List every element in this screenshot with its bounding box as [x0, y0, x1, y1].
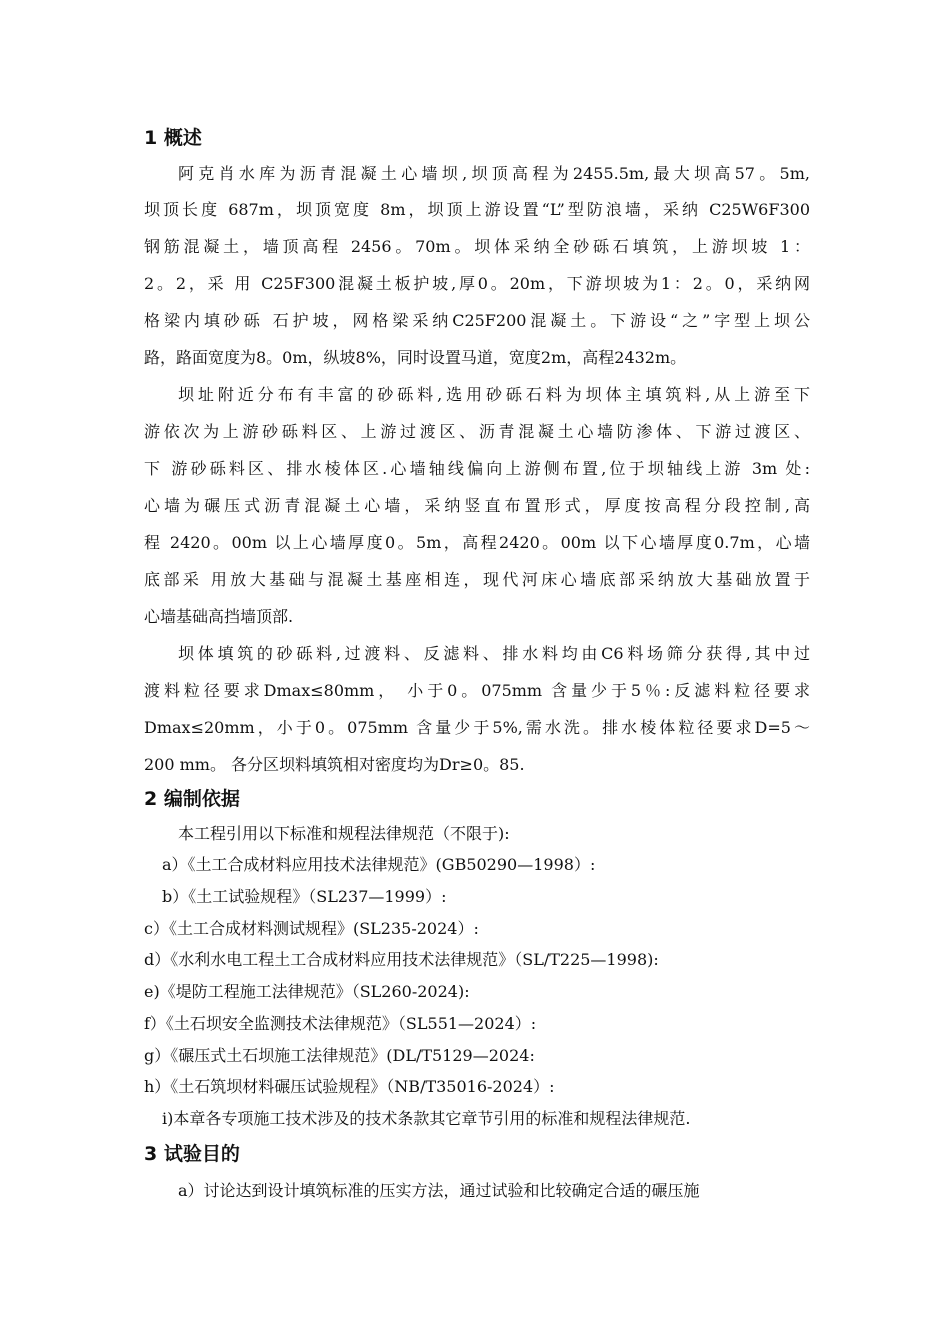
reference-item: h）《土石筑坝材料碾压试验规程》（NB/T35016-2024）:: [144, 1077, 555, 1096]
paragraph-line: 路，路面宽度为8。0m，纵坡8%，同时设置马道，宽度2m，高程2432m。: [144, 348, 687, 367]
paragraph-line: 坝址附近分布有丰富的砂砾料,选用砂砾石料为坝体主填筑料,从上游至下: [178, 385, 810, 404]
reference-item: i)本章各专项施工技术涉及的技术条款其它章节引用的标准和规程法律规范.: [162, 1109, 691, 1128]
paragraph-line: 心墙基础高挡墙顶部.: [144, 607, 294, 626]
reference-item: b）《土工试验规程》（SL237—1999）:: [162, 887, 447, 906]
paragraph-line: 下 游砂砾料区、排水棱体区.心墙轴线偏向上游侧布置,位于坝轴线上游 3m 处:: [144, 459, 810, 478]
reference-item: c）《土工合成材料测试规程》(SL235-2024）:: [144, 919, 479, 938]
paragraph-line: 坝体填筑的砂砾料,过渡料、反滤料、排水料均由C6料场筛分获得,其中过: [178, 644, 810, 663]
paragraph-line: 心墙为碾压式沥青混凝土心墙，采纳竖直布置形式，厚度按高程分段控制,高: [144, 496, 810, 515]
paragraph-line: Dmax≤20mm，小于0。075mm 含量少于5%,需水洗。排水棱体粒径要求D=5～: [144, 718, 810, 737]
paragraph-line: 格梁内填砂砾 石护坡，网格梁采纳C25F200混凝土。下游设“之”字型上坝公: [144, 311, 810, 330]
paragraph-line: 坝顶长度 687m，坝顶宽度 8m，坝顶上游设置“L”型防浪墙，采纳 C25W6F300: [144, 200, 810, 219]
paragraph-line: 钢筋混凝土，墙顶高程 2456。70m。坝体采纳全砂砾石填筑，上游坝坡 1：: [144, 237, 810, 256]
paragraph-line: 2。2，采 用 C25F300混凝土板护坡,厚0。20m，下游坝坡为1：2。0，采纳网: [144, 274, 810, 293]
basis-intro: 本工程引用以下标准和规程法律规范（不限于):: [178, 824, 510, 843]
reference-item: f）《土石坝安全监测技术法律规范》（SL551—2024）:: [144, 1014, 537, 1033]
paragraph-line: 游依次为上游砂砾料区、上游过渡区、沥青混凝土心墙防渗体、下游过渡区、: [144, 422, 810, 441]
reference-item: g）《碾压式土石坝施工法律规范》(DL/T5129—2024:: [144, 1046, 535, 1065]
paragraph-line: 程 2420。00m 以上心墙厚度0。5m，高程2420。00m 以下心墙厚度0.7m，心墙: [144, 533, 810, 552]
paragraph-line: a）讨论达到设计填筑标准的压实方法，通过试验和比较确定合适的碾压施: [178, 1181, 700, 1200]
paragraph-line: 阿克肖水库为沥青混凝土心墙坝,坝顶高程为2455.5m,最大坝高57。5m,: [178, 164, 810, 183]
section-heading-overview: 1 概述: [144, 127, 202, 149]
paragraph-line: 渡料粒径要求Dmax≤80mm， 小于0。075mm 含量少于5％:反滤料粒径要求: [144, 681, 810, 700]
paragraph-line: 底部采 用放大基础与混凝土基座相连，现代河床心墙底部采纳放大基础放置于: [144, 570, 810, 589]
reference-item: d）《水利水电工程土工合成材料应用技术法律规范》（SL/T225—1998):: [144, 950, 659, 969]
paragraph-line: 200 mm。 各分区坝料填筑相对密度均为Dr≥0。85.: [144, 755, 525, 774]
section-heading-purpose: 3 试验目的: [144, 1143, 240, 1165]
section-heading-basis: 2 编制依据: [144, 788, 240, 810]
reference-item: a）《土工合成材料应用技术法律规范》(GB50290—1998）:: [162, 855, 596, 874]
reference-item: e)《堤防工程施工法律规范》（SL260-2024):: [144, 982, 470, 1001]
